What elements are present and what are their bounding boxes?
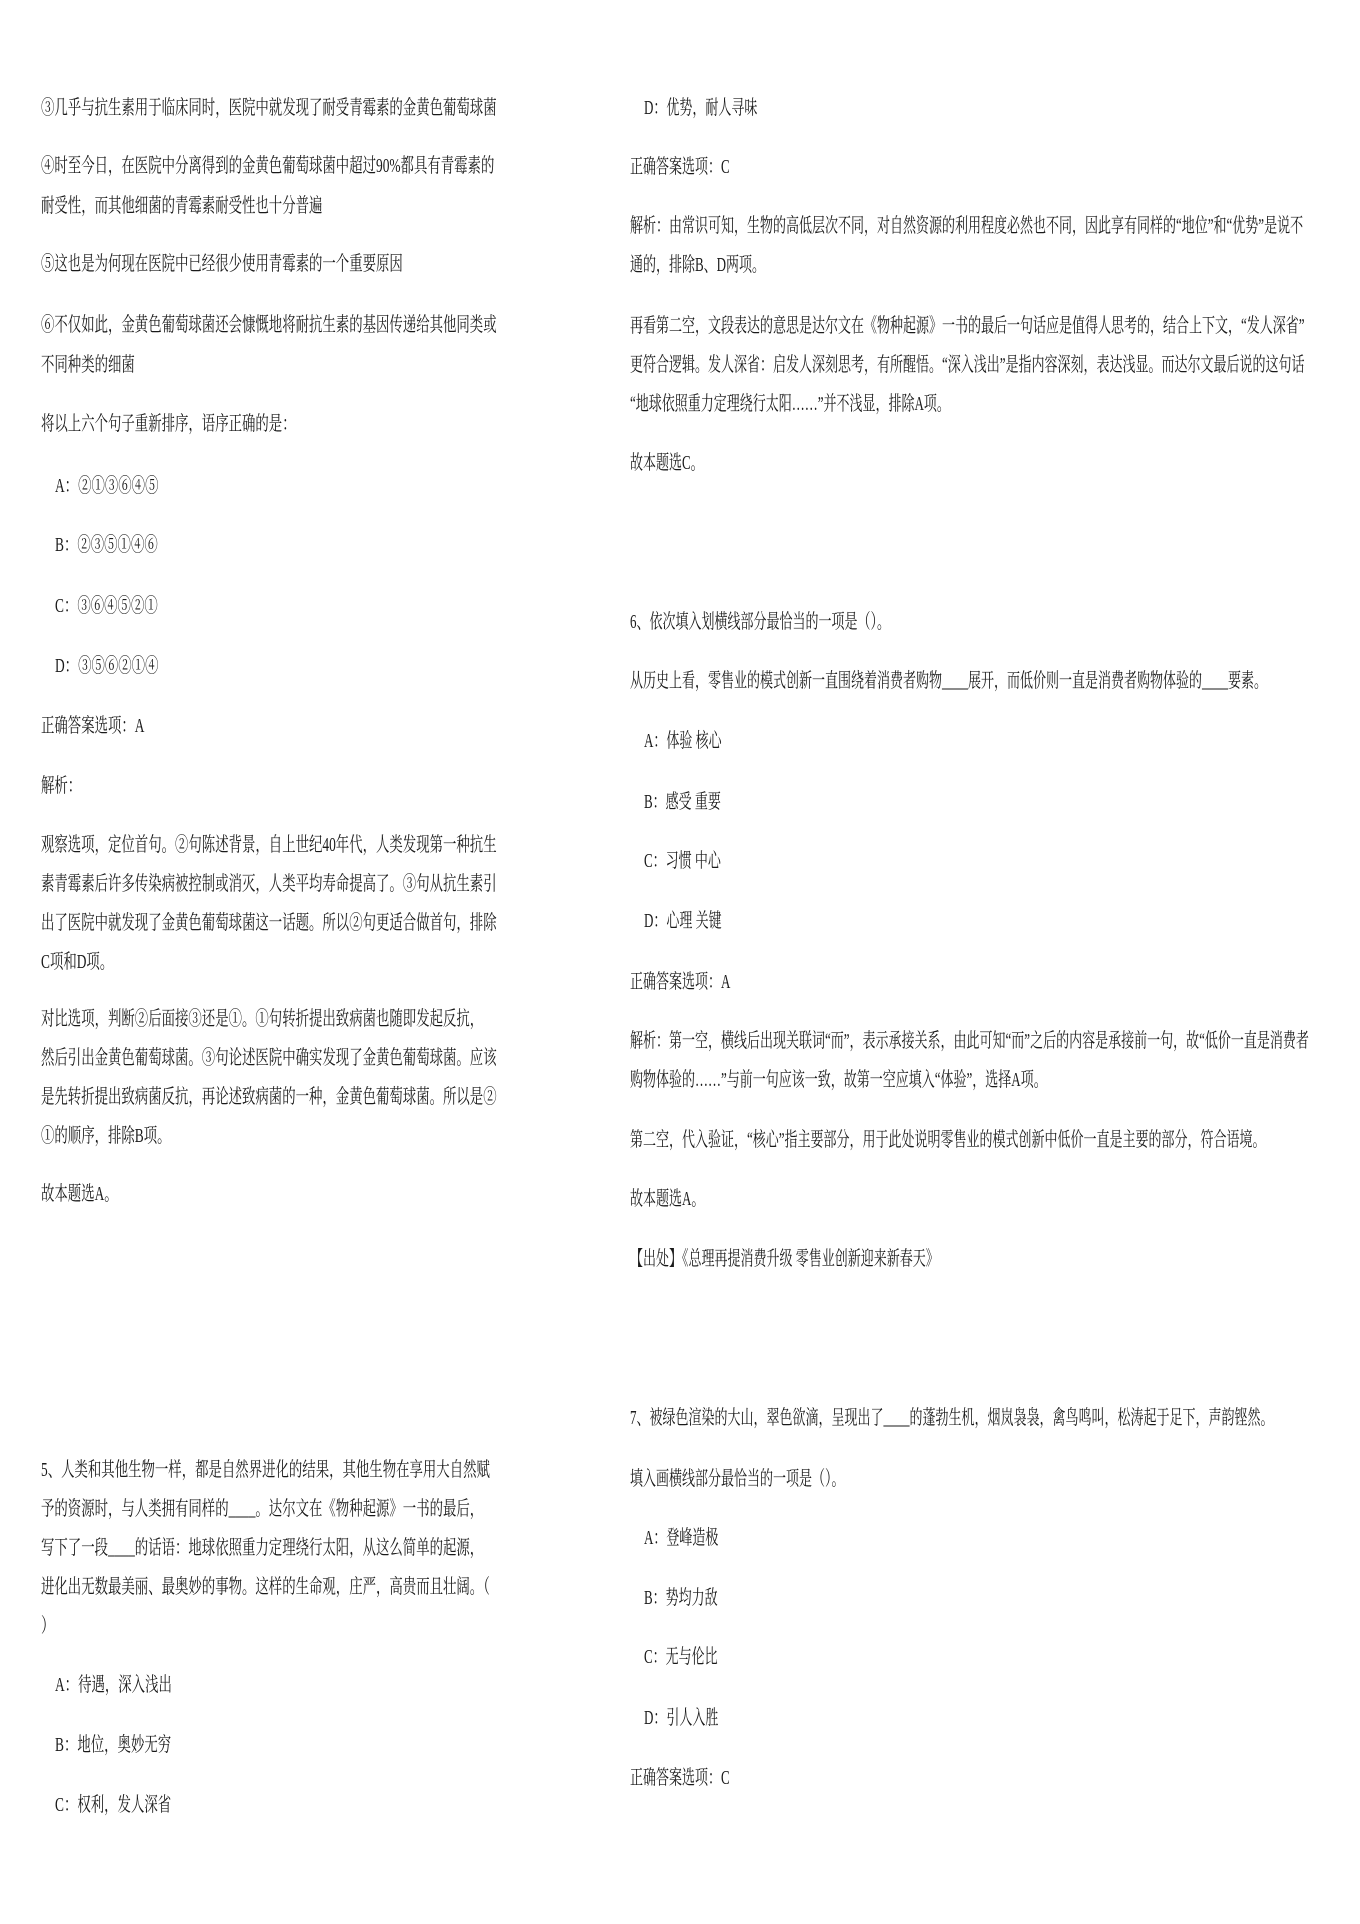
stem-line: 予的资源时，与人类拥有同样的____。达尔文在《物种起源》一书的最后， xyxy=(41,1498,484,1520)
option-b xyxy=(644,783,1330,822)
answer-text: 正确答案选项：A xyxy=(630,971,731,993)
option-d xyxy=(644,1699,1330,1738)
analysis-line: 对比选项，判断②后面接③还是①。①句转折提出致病菌也随即发起反抗， xyxy=(41,1008,484,1030)
conclusion-line xyxy=(41,1175,601,1214)
answer-line xyxy=(41,707,601,746)
analysis-label-text: 解析： xyxy=(41,775,82,797)
analysis-line: 通的，排除B、D两项。 xyxy=(630,254,766,276)
answer-line xyxy=(630,963,1330,1002)
analysis-label xyxy=(41,767,601,806)
analysis-line: 解析：由常识可知，生物的高低层次不同，对自然资源的利用程度必然也不同，因此享有同样的“地位”和“优势”是说不 xyxy=(630,215,1304,237)
analysis-paragraph xyxy=(630,1022,1330,1100)
statement-line: 耐受性，而其他细菌的青霉素耐受性也十分普遍 xyxy=(41,195,323,217)
analysis-paragraph xyxy=(41,826,601,982)
prompt-line: 填入画横线部分最恰当的一项是（）。 xyxy=(630,1468,845,1490)
option-text: C：权利，发人深省 xyxy=(55,1794,172,1816)
option-text: D：心理 关键 xyxy=(644,910,722,932)
analysis-line: 再看第二空，文段表达的意思是达尔文在《物种起源》一书的最后一句话应是值得人思考的，结合上下文，“发人深省” xyxy=(630,315,1305,337)
question-7-stem xyxy=(630,1399,1330,1438)
option-text: B：感受 重要 xyxy=(644,791,721,813)
statement-4 xyxy=(41,146,601,226)
analysis-paragraph xyxy=(41,1000,601,1156)
statement-line: ⑤这也是为何现在医院中已经很少使用青霉素的一个重要原因 xyxy=(41,253,403,275)
option-c xyxy=(644,1638,1330,1677)
conclusion-text: 故本题选A。 xyxy=(41,1183,118,1205)
analysis-paragraph xyxy=(630,207,1330,285)
stem-line: 7、被绿色渲染的大山，翠色欲滴，呈现出了____的蓬勃生机，烟岚袅袅，禽鸟鸣叫，松涛起于足下，声韵铿然。 xyxy=(630,1407,1274,1429)
option-b xyxy=(644,1579,1330,1618)
statement-line: ⑥不仅如此，金黄色葡萄球菌还会慷慨地将耐抗生素的基因传递给其他同类或 xyxy=(41,314,497,336)
analysis-line: 然后引出金黄色葡萄球菌。③句论述医院中确实发现了金黄色葡萄球菌。应该 xyxy=(41,1047,497,1069)
option-c xyxy=(644,842,1330,881)
option-text: A：体验 核心 xyxy=(644,730,722,752)
option-text: B：势均力敌 xyxy=(644,1587,718,1609)
analysis-line: 出了医院中就发现了金黄色葡萄球菌这一话题。所以②句更适合做首句，排除 xyxy=(41,912,497,934)
analysis-line: ①的顺序，排除B项。 xyxy=(41,1125,171,1147)
option-text: C：③⑥④⑤②① xyxy=(55,595,158,617)
option-text: A：待遇，深入浅出 xyxy=(55,1674,172,1696)
question-6-stem xyxy=(630,662,1330,701)
analysis-line: 观察选项，定位首句。②句陈述背景，自上世纪40年代，人类发现第一种抗生 xyxy=(41,834,497,856)
option-b xyxy=(55,526,601,565)
option-d xyxy=(644,89,1330,128)
question-prompt xyxy=(41,405,601,444)
option-a xyxy=(644,722,1330,761)
analysis-line: 素青霉素后许多传染病被控制或消灭，人类平均寿命提高了。③句从抗生素引 xyxy=(41,873,497,895)
statement-line: ③几乎与抗生素用于临床同时，医院中就发现了耐受青霉素的金黄色葡萄球菌 xyxy=(41,97,497,119)
option-a xyxy=(644,1519,1330,1558)
question-7-prompt xyxy=(630,1460,1330,1499)
option-text: A：②①③⑥④⑤ xyxy=(55,475,159,497)
analysis-line: 是先转折提出致病菌反抗，再论述致病菌的一种，金黄色葡萄球菌。所以是② xyxy=(41,1086,497,1108)
answer-text: 正确答案选项：C xyxy=(630,1767,730,1789)
option-text: D：优势，耐人寻味 xyxy=(644,97,758,119)
analysis-paragraph xyxy=(630,1121,1330,1160)
stem-line: 5、人类和其他生物一样，都是自然界进化的结果，其他生物在享用大自然赋 xyxy=(41,1459,490,1481)
option-text: D：③⑤⑥②①④ xyxy=(55,655,159,677)
analysis-line: “地球依照重力定理绕行太阳……”并不浅显，排除A项。 xyxy=(630,393,950,415)
title-line: 6、依次填入划横线部分最恰当的一项是（）。 xyxy=(630,611,890,633)
answer-text: 正确答案选项：C xyxy=(630,156,730,178)
prompt-line: 将以上六个句子重新排序，语序正确的是： xyxy=(41,413,296,435)
stem-line: ） xyxy=(41,1615,55,1637)
answer-text: 正确答案选项：A xyxy=(41,715,145,737)
answer-line xyxy=(630,148,1330,187)
question-6-title xyxy=(630,603,1330,642)
statement-3 xyxy=(41,89,601,128)
right-column xyxy=(630,0,1330,1924)
statement-5 xyxy=(41,245,601,284)
stem-line: 进化出无数最美丽、最奥妙的事物。这样的生命观，庄严，高贵而且壮阔。（ xyxy=(41,1576,490,1598)
analysis-line: 解析：第一空，横线后出现关联词“而”，表示承接关系，由此可知“而”之后的内容是承接前一句，故“低价一直是消费者 xyxy=(630,1030,1309,1052)
statement-line: ④时至今日，在医院中分离得到的金黄色葡萄球菌中超过90%都具有青霉素的 xyxy=(41,155,495,177)
statement-line: 不同种类的细菌 xyxy=(41,354,135,376)
option-d xyxy=(55,647,601,686)
conclusion-text: 故本题选A。 xyxy=(630,1188,705,1210)
conclusion-line xyxy=(630,444,1330,483)
option-text: B：②③⑤①④⑥ xyxy=(55,534,158,556)
left-column xyxy=(41,0,601,1924)
option-d xyxy=(644,902,1330,941)
option-a xyxy=(55,1666,601,1705)
option-text: A：登峰造极 xyxy=(644,1527,719,1549)
question-5-stem xyxy=(41,1451,601,1646)
option-b xyxy=(55,1726,601,1765)
option-text: C：习惯 中心 xyxy=(644,850,721,872)
analysis-line: 购物体验的……”与前一句应该一致，故第一空应填入“体验”，选择A项。 xyxy=(630,1069,1047,1091)
stem-line: 从历史上看，零售业的模式创新一直围绕着消费者购物____展开，而低价则一直是消费者购物体验的____要素。 xyxy=(630,670,1267,692)
option-text: D：引人入胜 xyxy=(644,1707,719,1729)
statement-6 xyxy=(41,305,601,385)
source-text: 【出处】《总理再提消费升级 零售业创新迎来新春天》 xyxy=(630,1248,939,1270)
source-line xyxy=(630,1240,1330,1279)
conclusion-line xyxy=(630,1180,1330,1219)
conclusion-text: 故本题选C。 xyxy=(630,452,704,474)
analysis-paragraph xyxy=(630,307,1330,424)
option-a xyxy=(55,467,601,506)
stem-line: 写下了一段____的话语：地球依照重力定理绕行太阳，从这么简单的起源， xyxy=(41,1537,484,1559)
analysis-line: C项和D项。 xyxy=(41,951,114,973)
option-c xyxy=(55,1786,601,1825)
analysis-line: 更符合逻辑。发人深省：启发人深刻思考，有所醒悟。“深入浅出”是指内容深刻，表达浅显。而达尔文最后说的这句话 xyxy=(630,354,1305,376)
analysis-line: 第二空，代入验证，“核心”指主要部分，用于此处说明零售业的模式创新中低价一直是主要的部分，符合语境。 xyxy=(630,1129,1266,1151)
answer-line xyxy=(630,1759,1330,1798)
option-text: B：地位，奥妙无穷 xyxy=(55,1734,172,1756)
option-c xyxy=(55,587,601,626)
option-text: C：无与伦比 xyxy=(644,1646,718,1668)
